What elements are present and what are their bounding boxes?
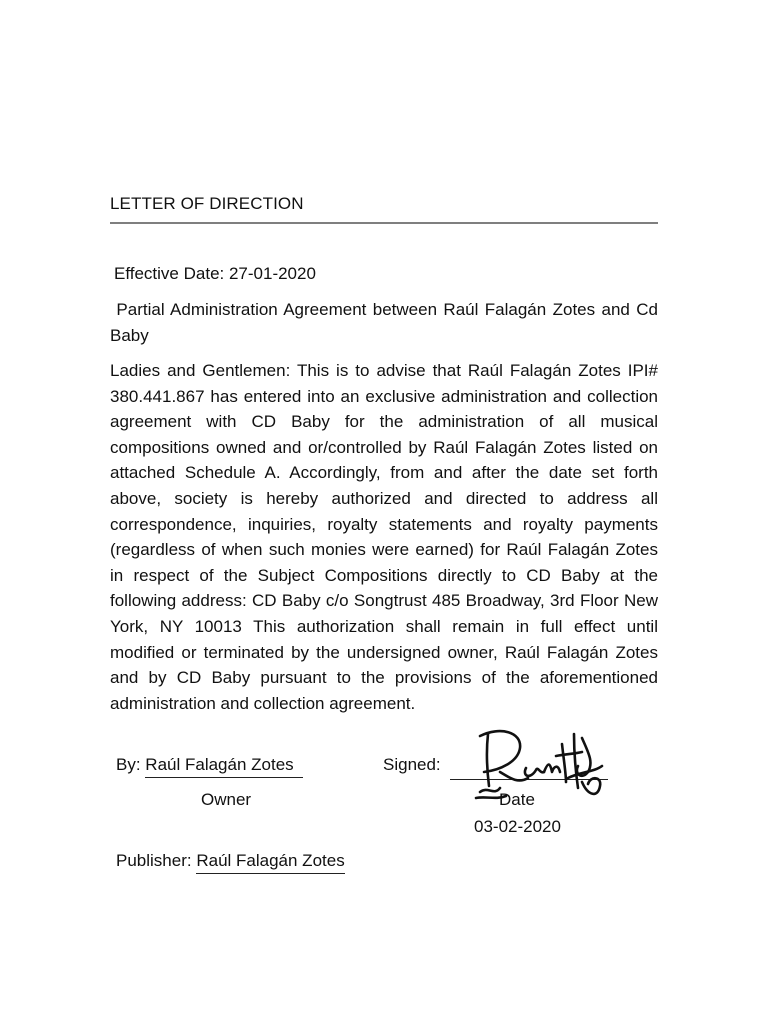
by-name: Raúl Falagán Zotes (145, 755, 303, 778)
publisher-label: Publisher: (116, 851, 192, 870)
agreement-heading (110, 297, 658, 349)
signed-label: Signed: (383, 755, 441, 774)
letter-body: Ladies and Gentlemen: This is to advise that Raúl Falagán Zotes IPI# 380.441.867 has entered into an exclusive administration and collection agreement with CD Baby for the administration of all musical compositions owned and or/controlled by Raúl Falagán Zotes listed on attached Schedule A. Accordingly, from and after the date set forth above, society is hereby authorized and directed to address all correspondence, inquiries, royalty statements and royalty payments (regardless of when such monies were earned) for Raúl Falagán Zotes in respect of the Subject Compositions directly to CD Baby at the following address: CD Baby c/o Songtrust 485 Broadway, 3rd Floor New York, NY 10013 This authorization shall remain in full effect until modified or terminated by the undersigned owner, Raúl Falagán Zotes and by CD Baby pursuant to the provisions of the aforementioned administration and collection agreement. (110, 361, 658, 713)
document-title: LETTER OF DIRECTION (110, 194, 304, 213)
by-label: By: (116, 755, 141, 774)
title-underline (110, 222, 658, 224)
effective-date: Effective Date: 27-01-2020 (114, 264, 316, 283)
agreement-text: Partial Administration Agreement between Raúl Falagán Zotes and Cd Baby (110, 300, 658, 345)
signature-date: 03-02-2020 (474, 817, 561, 836)
publisher-line (116, 851, 345, 874)
by-line (116, 755, 303, 778)
handwritten-signature (470, 722, 620, 812)
owner-label: Owner (201, 790, 252, 809)
date-label: Date (499, 790, 535, 809)
publisher-name: Raúl Falagán Zotes (196, 851, 344, 874)
